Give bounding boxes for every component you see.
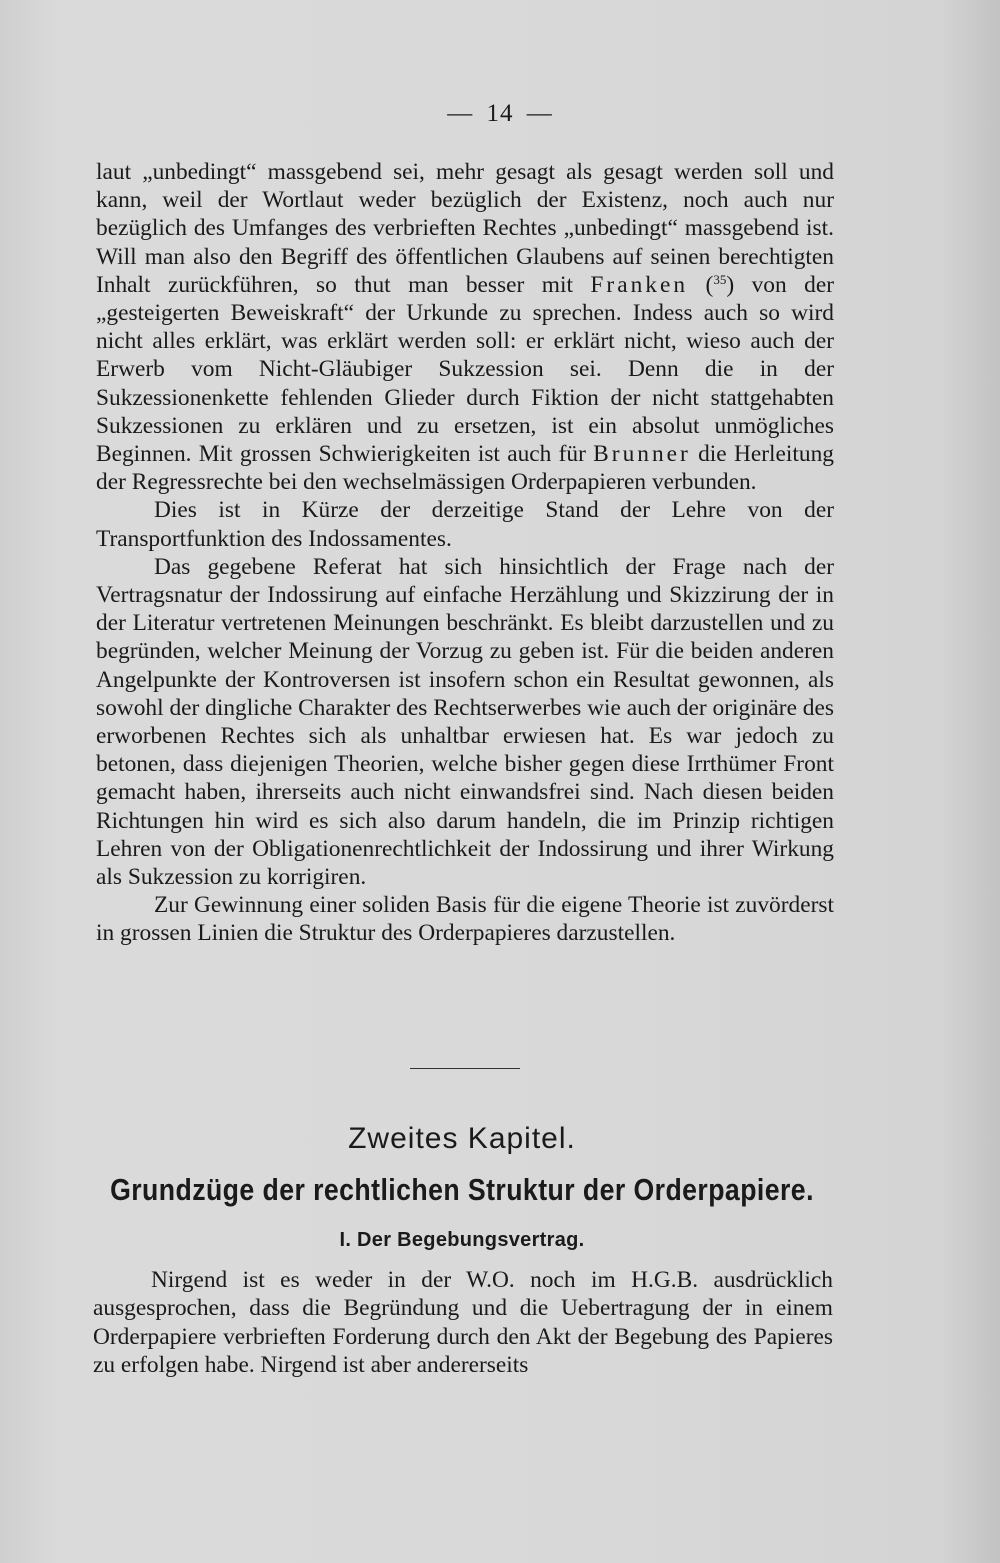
- paragraph-2: Dies ist in Kürze der derzeitige Stand der Lehre von der Transportfunktion des Indossamentes.: [96, 497, 834, 552]
- author-name-franken: Franken: [590, 271, 689, 298]
- section-paragraph: Nirgend ist es weder in der W.O. noch im H.G.B. ausdrücklich ausgesprochen, dass die Begründung und die Uebertragung der in einem Orderpapiere verbrieften Forderung durch den Akt der Begebung des Papieres zu erfolgen habe. Nirgend ist aber andererseits: [93, 1267, 833, 1379]
- chapter-number: Zweites Kapitel.: [348, 1122, 576, 1155]
- chapter-title: Grundzüge der rechtlichen Struktur der Orderpapiere.: [110, 1172, 814, 1207]
- section-divider: [410, 1068, 520, 1069]
- page-number: — 14 —: [447, 100, 553, 127]
- main-text-block: [96, 158, 834, 948]
- paragraph-1-text-b: ) von der „gesteigerten Beweiskraft“ der Urkunde zu sprechen. Indess auch so wird nicht alles erklärt, was erklärt werden soll: er erklärt nicht, wieso auch der Erwerb vom Nicht-Gläubiger Sukzession sei. Denn die in der Sukzessionenkette fehlenden Glieder durch Fiktion der nicht stattgehabten Sukzessionen zu erklären und zu ersetzen, ist ein absolut unmögliches Beginnen. Mit grossen Schwierigkeiten ist auch für: [96, 271, 834, 468]
- paragraph-1-text-a: laut „unbedingt“ massgebend sei, mehr gesagt als gesagt werden soll und kann, weil der Wortlaut weder bezüglich der Existenz, noch auch nur bezüglich des Umfanges des verbrieften Rechtes „unbedingt“ massgebend ist. Will man also den Begriff des öffentlichen Glaubens auf seinen berechtigten Inhalt zurückführen, so thut man besser mit: [96, 159, 834, 298]
- paragraph-3: Das gegebene Referat hat sich hinsichtlich der Frage nach der Vertragsnatur der Indossirung auf einfache Herzählung und Skizzirung der in der Literatur vertretenen Meinungen beschränkt. Es bleibt darzustellen und zu begründen, welcher Meinung der Vorzug zu geben ist. Für die beiden anderen Angelpunkte der Kontroversen ist insofern schon ein Resultat gewonnen, als sowohl der dingliche Charakter des Rechtserwerbes wie auch der originäre des erworbenen Rechtes sich als unhaltbar erwiesen hat. Es war jedoch zu betonen, dass diejenigen Theorien, welche bisher gegen diese Irrthümer Front gemacht haben, ihrerseits auch nicht einwandsfrei sind. Nach diesen beiden Richtungen hin wird es sich also darum handeln, die im Prinzip richtigen Lehren von der Obligationenrechtlichkeit der Indossirung und ihrer Wirkung als Sukzession zu korrigiren.: [96, 553, 834, 891]
- footnote-open: (: [688, 271, 714, 298]
- paragraph-4: Zur Gewinnung einer soliden Basis für die eigene Theorie ist zuvörderst in grossen Linien die Struktur des Orderpapieres darzustellen.: [96, 892, 834, 947]
- section-title: I. Der Begebungsvertrag.: [339, 1229, 585, 1251]
- author-name-brunner: Brunner: [593, 441, 691, 468]
- section-text-block: [93, 1266, 833, 1380]
- paragraph-1-text-c: die Herleitung der Regressrechte bei den wechselmässigen Orderpapieren verbunden.: [96, 441, 834, 496]
- footnote-ref: 35: [713, 271, 727, 287]
- paragraph-1: [96, 158, 834, 496]
